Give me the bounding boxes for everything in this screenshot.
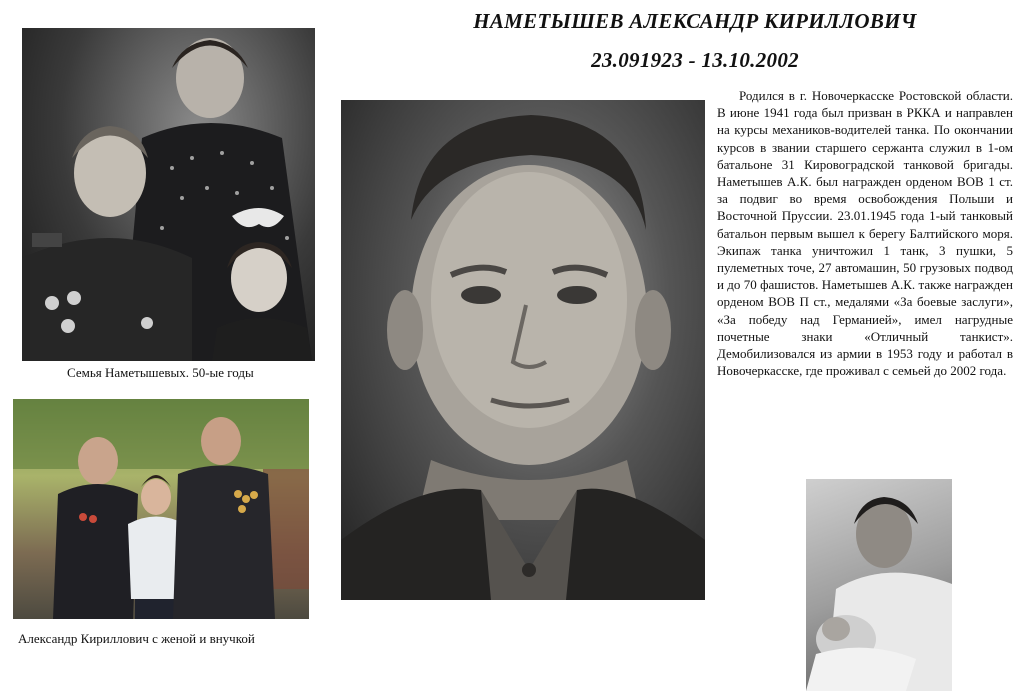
life-dates: 23.091923 - 13.10.2002	[591, 48, 799, 72]
family-photo	[22, 28, 315, 361]
color-photo-caption: Александр Кириллович с женой и внучкой	[18, 631, 255, 646]
family-photo-caption: Семья Наметышевых. 50-ые годы	[67, 365, 254, 380]
portrait-photo	[341, 100, 705, 600]
man-with-baby-photo	[806, 479, 952, 691]
biography-text: Родился в г. Новочеркасске Ростовской области. В июне 1941 года был призван в РККА и направлен на курсы механиков-водителей танка. По окончании курсов в звании старшего сержанта служил в 1-ом батальоне 31 Кировоградской танковой бригады. Наметышев А.К. был награжден орденом ВОВ 1 ст. за подвиг во время освобождения Польши и Восточной Пруссии. 23.01.1945 года 1-ый танковый батальон первым вышел к берегу Балтийского моря. Экипаж танка уничтожил 1 танк, 3 пушки, 5 пулеметных точе, 27 автомашин, 50 грузовых подвод и до 70 фашистов. Наметышев А.К. также награжден орденом ВОВ П ст., медалями «За боевые заслуги», «За победу над Германией», имел нагрудные почетные знаки «Отличный танкист». Демобилизовался из армии в 1953 году и работал в Новочеркасске, где проживал с семьей до 2002 года.	[717, 88, 1013, 379]
color-family-photo	[13, 399, 309, 619]
page-title: НАМЕТЫШЕВ АЛЕКСАНДР КИРИЛЛОВИЧ	[473, 9, 917, 33]
